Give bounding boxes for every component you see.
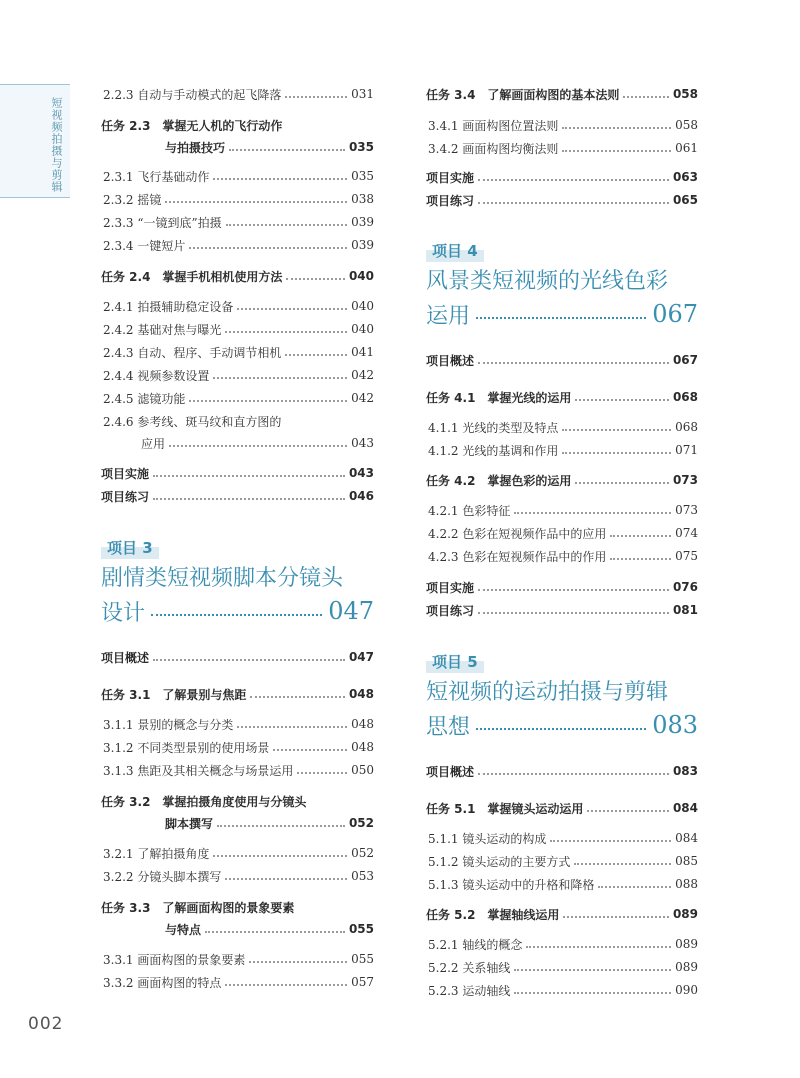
toc-task-entry[interactable]: 任务 4.1 掌握光线的运用 068 [426, 390, 698, 405]
toc-entry[interactable]: 5.2.1 轴线的概念 089 [428, 937, 698, 952]
toc-section-entry[interactable]: 项目概述 067 [426, 353, 698, 368]
toc-entry[interactable]: 2.4.3 自动、程序、手动调节相机 041 [103, 345, 374, 360]
toc-entry-line2[interactable]: 应用 043 [141, 436, 374, 451]
toc-task-entry[interactable]: 任务 4.2 掌握色彩的运用 073 [426, 473, 698, 488]
project-title[interactable]: 剧情类短视频脚本分镜头 [101, 566, 344, 591]
toc-entry[interactable]: 3.1.1 景别的概念与分类 048 [103, 717, 374, 732]
toc-task-entry[interactable]: 任务 5.1 掌握镜头运动运用 084 [426, 801, 698, 816]
toc-entry[interactable]: 3.2.2 分镜头脚本撰写 053 [103, 869, 374, 884]
project-title-line2[interactable]: 思想 083 [426, 711, 698, 740]
toc-entry[interactable]: 5.1.2 镜头运动的主要方式 085 [428, 854, 698, 869]
project-tag: 项目 3 [101, 537, 159, 559]
toc-entry[interactable]: 5.2.2 关系轴线 089 [428, 960, 698, 975]
toc-task-entry[interactable]: 脚本撰写 052 [165, 816, 374, 831]
toc-section-entry[interactable]: 项目实施 063 [426, 170, 698, 185]
toc-entry[interactable]: 2.3.2 摇镜 038 [103, 192, 374, 207]
toc-entry-line1[interactable]: 2.4.6 参考线、斑马纹和直方图的 [103, 414, 282, 429]
toc-task-heading[interactable]: 任务 2.3 掌握无人机的飞行动作 [101, 118, 283, 133]
toc-entry[interactable]: 5.2.3 运动轴线 090 [428, 983, 698, 998]
project-title-line2[interactable]: 运用 067 [426, 300, 698, 329]
project-title-line2[interactable]: 设计 047 [101, 597, 374, 626]
toc-section-entry[interactable]: 项目概述 047 [101, 650, 374, 665]
toc-section-entry[interactable]: 项目实施 076 [426, 580, 698, 595]
project-tag: 项目 4 [426, 240, 484, 262]
toc-section-entry[interactable]: 项目练习 081 [426, 603, 698, 618]
toc-entry[interactable]: 2.3.4 一键短片 039 [103, 238, 374, 253]
project-title[interactable]: 短视频的运动拍摄与剪辑 [426, 680, 669, 705]
toc-task-entry[interactable]: 与拍摄技巧 035 [165, 140, 374, 155]
toc-section-entry[interactable]: 项目练习 046 [101, 489, 374, 504]
toc-task-entry[interactable]: 任务 3.4 了解画面构图的基本法则 058 [426, 87, 698, 102]
toc-section-entry[interactable]: 项目练习 065 [426, 193, 698, 208]
toc-task-entry[interactable]: 任务 5.2 掌握轴线运用 089 [426, 907, 698, 922]
toc-task-entry[interactable]: 任务 2.4 掌握手机相机使用方法 040 [101, 269, 374, 284]
toc-entry[interactable]: 5.1.3 镜头运动中的升格和降格 088 [428, 877, 698, 892]
toc-entry[interactable]: 2.4.4 视频参数设置 042 [103, 368, 374, 383]
toc-section-entry[interactable]: 项目实施 043 [101, 466, 374, 481]
toc-entry[interactable]: 3.2.1 了解拍摄角度 052 [103, 846, 374, 861]
toc-task-entry[interactable]: 与特点 055 [165, 922, 374, 937]
side-book-tab [0, 84, 70, 198]
toc-entry[interactable]: 4.2.3 色彩在短视频作品中的作用 075 [428, 549, 698, 564]
toc-entry[interactable]: 2.3.1 飞行基础动作 035 [103, 169, 374, 184]
toc-entry[interactable]: 4.2.2 色彩在短视频作品中的应用 074 [428, 526, 698, 541]
toc-entry[interactable]: 3.4.1 画面构图位置法则 058 [428, 118, 698, 133]
toc-entry[interactable]: 3.3.2 画面构图的特点 057 [103, 975, 374, 990]
toc-entry[interactable]: 2.4.1 拍摄辅助稳定设备 040 [103, 299, 374, 314]
toc-entry[interactable]: 2.4.5 滤镜功能 042 [103, 391, 374, 406]
page-number: 002 [28, 1014, 64, 1034]
toc-entry[interactable]: 4.2.1 色彩特征 073 [428, 503, 698, 518]
project-title[interactable]: 风景类短视频的光线色彩 [426, 269, 669, 294]
toc-entry[interactable]: 2.2.3 自动与手动模式的起飞降落 031 [103, 87, 374, 102]
toc-entry[interactable]: 3.3.1 画面构图的景象要素 055 [103, 952, 374, 967]
toc-entry[interactable]: 3.4.2 画面构图均衡法则 061 [428, 141, 698, 156]
toc-task-heading[interactable]: 任务 3.3 了解画面构图的景象要素 [101, 900, 295, 915]
toc-entry[interactable]: 3.1.2 不同类型景别的使用场景 048 [103, 740, 374, 755]
toc-section-entry[interactable]: 项目概述 083 [426, 764, 698, 779]
toc-entry[interactable]: 2.4.2 基础对焦与曝光 040 [103, 322, 374, 337]
toc-task-heading[interactable]: 任务 3.2 掌握拍摄角度使用与分镜头 [101, 794, 307, 809]
book-title-vertical: 短视频拍摄与剪辑 [50, 97, 63, 193]
toc-entry[interactable]: 4.1.2 光线的基调和作用 071 [428, 443, 698, 458]
toc-entry[interactable]: 2.3.3 “一镜到底”拍摄 039 [103, 215, 374, 230]
toc-entry[interactable]: 4.1.1 光线的类型及特点 068 [428, 420, 698, 435]
toc-entry[interactable]: 3.1.3 焦距及其相关概念与场景运用 050 [103, 763, 374, 778]
toc-entry[interactable]: 5.1.1 镜头运动的构成 084 [428, 831, 698, 846]
project-tag: 项目 5 [426, 651, 484, 673]
toc-task-entry[interactable]: 任务 3.1 了解景别与焦距 048 [101, 687, 374, 702]
